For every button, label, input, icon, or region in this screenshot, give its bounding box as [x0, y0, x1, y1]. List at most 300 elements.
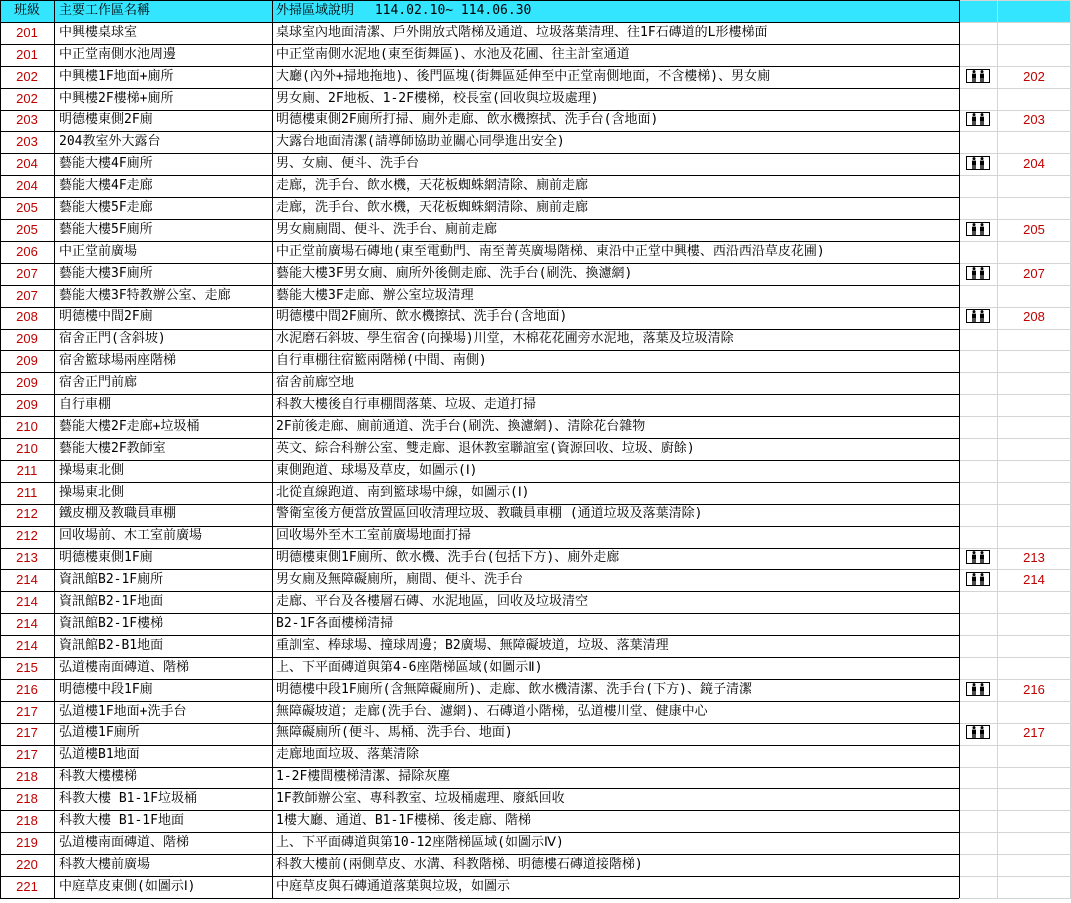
- table-row: [0, 722, 1071, 744]
- restroom-cell: [959, 153, 997, 175]
- restroom-class-number: [997, 503, 1071, 525]
- class-number: 210: [16, 418, 38, 434]
- sheet-gridline: [997, 0, 998, 898]
- work-area-name: 科教大樓樓梯: [59, 769, 138, 785]
- table-row: [0, 744, 1071, 766]
- work-area-name: 回收場前、木工室前廣場: [59, 528, 203, 544]
- restroom-class-number: 205: [1023, 221, 1045, 237]
- area-description: 回收場外至木工室前廣場地面打掃: [276, 528, 472, 544]
- area-description: 科教大樓後自行車棚間落葉、垃圾、走道打掃: [276, 397, 537, 413]
- table-row: [0, 394, 1071, 416]
- class-number: 214: [16, 615, 38, 631]
- work-area-name: 中興樓1F地面+廁所: [59, 68, 174, 84]
- table-row: [0, 88, 1071, 110]
- grid-line: [0, 482, 959, 483]
- work-area-name: 中興樓2F樓梯+廁所: [59, 90, 174, 106]
- restroom-class-number: [997, 482, 1071, 504]
- sheet-gridline: [959, 613, 1071, 614]
- restroom-class-number: [997, 460, 1071, 482]
- restroom-cell: [959, 876, 997, 898]
- class-number: 220: [16, 856, 38, 872]
- work-area-name: 資訊館B2-1F廁所: [59, 572, 164, 588]
- table-row: [0, 525, 1071, 547]
- class-number: 217: [16, 725, 38, 741]
- grid-line: [0, 854, 959, 855]
- sheet-gridline: [959, 197, 1071, 198]
- work-area-name: 藝能大樓3F廁所: [59, 265, 153, 281]
- header-description: 外掃區域說明 114.02.10~ 114.06.30: [276, 3, 532, 18]
- class-number: 204: [16, 156, 38, 172]
- restroom-class-number: [997, 88, 1071, 110]
- area-description: 重訓室、棒球場、撞球周邊；B2廣場、無障礙坡道，垃圾、落葉清理: [276, 637, 669, 653]
- table-row: [0, 876, 1071, 898]
- grid-line: [0, 372, 959, 373]
- area-description: 警衛室後方便當放置區回收清理垃圾、教職員車棚 (通道垃圾及落葉清除): [276, 506, 703, 522]
- grid-line: [0, 569, 959, 570]
- class-number: 208: [16, 309, 38, 325]
- grid-line: [54, 0, 55, 898]
- grid-line: [0, 876, 959, 877]
- grid-line: [0, 767, 959, 768]
- sheet-gridline: [959, 898, 1071, 899]
- work-area-name: 宿舍正門前廊: [59, 375, 138, 391]
- grid-line: [0, 438, 959, 439]
- sheet-gridline: [959, 110, 1071, 111]
- table-row: [0, 219, 1071, 241]
- restroom-cell: [959, 88, 997, 110]
- restroom-class-number: [997, 416, 1071, 438]
- table-row: [0, 854, 1071, 876]
- restroom-cell: [959, 591, 997, 613]
- restroom-class-number: [997, 613, 1071, 635]
- work-area-name: 明德樓中段1F廁: [59, 681, 153, 697]
- restroom-icon: [966, 222, 990, 236]
- table-row: [0, 569, 1071, 591]
- grid-line: [0, 153, 959, 154]
- sheet-gridline: [959, 88, 1071, 89]
- restroom-cell: [959, 854, 997, 876]
- restroom-class-number: [997, 22, 1071, 44]
- sheet-gridline: [959, 701, 1071, 702]
- sheet-gridline: [959, 810, 1071, 811]
- restroom-class-number: 216: [1023, 681, 1045, 697]
- area-description: 走廊地面垃圾、落葉清除: [276, 747, 420, 763]
- grid-line: [0, 88, 959, 89]
- restroom-cell: [959, 569, 997, 591]
- work-area-name: 自行車棚: [59, 397, 112, 413]
- restroom-class-number: [997, 591, 1071, 613]
- restroom-icon: [966, 682, 990, 696]
- sheet-gridline: [959, 350, 1071, 351]
- restroom-cell: [959, 350, 997, 372]
- grid-line: [0, 898, 959, 899]
- sheet-gridline: [959, 482, 1071, 483]
- restroom-cell: [959, 416, 997, 438]
- table-row: [0, 591, 1071, 613]
- class-number: 203: [16, 134, 38, 150]
- restroom-icon: [966, 309, 990, 323]
- sheet-gridline: [959, 219, 1071, 220]
- area-description: 東側跑道、球場及草皮，如圖示(Ⅰ): [276, 462, 478, 478]
- grid-line: [0, 526, 959, 527]
- sheet-gridline: [959, 372, 1071, 373]
- class-number: 207: [16, 287, 38, 303]
- sheet-gridline: [959, 0, 1071, 1]
- restroom-icon: [966, 572, 990, 586]
- table-row: [0, 810, 1071, 832]
- work-area-name: 藝能大樓5F廁所: [59, 221, 153, 237]
- table-row: [0, 635, 1071, 657]
- table-row: [0, 66, 1071, 88]
- sheet-gridline: [959, 526, 1071, 527]
- restroom-class-number: 217: [1023, 725, 1045, 741]
- table-row: [0, 22, 1071, 44]
- class-number: 201: [16, 24, 38, 40]
- sheet-gridline: [959, 285, 1071, 286]
- restroom-cell: [959, 328, 997, 350]
- table-row: [0, 547, 1071, 569]
- work-area-name: 科教大樓 B1-1F垃圾桶: [59, 791, 197, 807]
- restroom-class-number: [997, 876, 1071, 898]
- table-row: [0, 679, 1071, 701]
- class-number: 201: [16, 46, 38, 62]
- restroom-class-number: [997, 175, 1071, 197]
- restroom-cell: [959, 306, 997, 328]
- table-row: [0, 241, 1071, 263]
- restroom-class-number: [997, 788, 1071, 810]
- restroom-cell: [959, 438, 997, 460]
- grid-line: [0, 810, 959, 811]
- class-number: 212: [16, 506, 38, 522]
- restroom-class-number: [997, 285, 1071, 307]
- restroom-cell: [959, 613, 997, 635]
- grid-line: [0, 175, 959, 176]
- work-area-name: 弘道樓1F地面+洗手台: [59, 703, 187, 719]
- area-description: 大廳(內外+掃地拖地)、後門區塊(街舞區延伸至中正堂南側地面，不含樓梯)、男女廁: [276, 68, 771, 84]
- work-area-name: 資訊館B2-B1地面: [59, 637, 164, 653]
- restroom-class-number: [997, 744, 1071, 766]
- restroom-icon: [966, 112, 990, 126]
- grid-line: [0, 723, 959, 724]
- work-area-name: 弘道樓南面磚道、階梯: [59, 834, 190, 850]
- area-description: 英文、綜合科辦公室、雙走廊、退休教室聯誼室(資源回收、垃圾、廚餘): [276, 440, 695, 456]
- grid-line: [0, 241, 959, 242]
- class-number: 209: [16, 397, 38, 413]
- restroom-cell: [959, 657, 997, 679]
- restroom-class-number: [997, 350, 1071, 372]
- restroom-class-number: [997, 394, 1071, 416]
- restroom-cell: [959, 810, 997, 832]
- sheet-gridline: [959, 131, 1071, 132]
- grid-line: [0, 613, 959, 614]
- table-row: [0, 131, 1071, 153]
- work-area-name: 藝能大樓4F走廊: [59, 178, 153, 194]
- grid-line: [0, 0, 959, 1]
- area-description: 明德樓中間2F廁所、飲水機擦拭、洗手台(含地面): [276, 309, 568, 325]
- grid-line: [0, 548, 959, 549]
- class-number: 219: [16, 834, 38, 850]
- restroom-class-number: [997, 328, 1071, 350]
- restroom-class-number: [997, 131, 1071, 153]
- work-area-name: 中正堂南側水池周邊: [59, 46, 177, 62]
- work-area-name: 弘道樓B1地面: [59, 747, 140, 763]
- sheet-gridline: [959, 44, 1071, 45]
- grid-line: [0, 745, 959, 746]
- restroom-cell: [959, 701, 997, 723]
- sheet-gridline: [959, 438, 1071, 439]
- class-number: 215: [16, 659, 38, 675]
- restroom-cell: [959, 547, 997, 569]
- area-description: 宿舍前廊空地: [276, 375, 355, 391]
- area-description: B2-1F各面樓梯清掃: [276, 615, 394, 631]
- work-area-name: 資訊館B2-1F樓梯: [59, 615, 164, 631]
- restroom-cell: [959, 503, 997, 525]
- work-area-name: 鐵皮棚及教職員車棚: [59, 506, 177, 522]
- table-row: [0, 701, 1071, 723]
- grid-line: [0, 394, 959, 395]
- restroom-class-number: 213: [1023, 550, 1045, 566]
- work-area-name: 科教大樓前廣場: [59, 856, 151, 872]
- restroom-class-number: 204: [1023, 156, 1045, 172]
- class-number: 202: [16, 90, 38, 106]
- restroom-class-number: 202: [1023, 68, 1045, 84]
- grid-line: [0, 219, 959, 220]
- restroom-class-number: [997, 525, 1071, 547]
- header-area: 主要工作區名稱: [59, 3, 151, 18]
- work-area-name: 中正堂前廣場: [59, 243, 138, 259]
- restroom-class-number: [997, 44, 1071, 66]
- restroom-cell: [959, 285, 997, 307]
- work-area-name: 明德樓東側1F廁: [59, 550, 153, 566]
- work-area-name: 204教室外大露台: [59, 134, 161, 150]
- area-description: 中正堂南側水泥地(東至街舞區)、水池及花圃、往主計室通道: [276, 46, 630, 62]
- work-area-name: 中庭草皮東側(如圖示Ⅰ): [59, 878, 196, 894]
- sheet-gridline: [959, 394, 1071, 395]
- area-description: 走廊，洗手台、飲水機，天花板蜘蛛網清除、廁前走廊: [276, 200, 589, 216]
- restroom-cell: [959, 525, 997, 547]
- restroom-class-number: 208: [1023, 309, 1045, 325]
- sheet-gridline: [959, 175, 1071, 176]
- class-number: 218: [16, 791, 38, 807]
- class-number: 218: [16, 812, 38, 828]
- table-row: [0, 416, 1071, 438]
- restroom-cell: [959, 131, 997, 153]
- area-description: 1-2F樓間樓梯清潔、掃除灰塵: [276, 769, 451, 785]
- restroom-class-number: [997, 372, 1071, 394]
- area-description: 走廊、平台及各樓層石磚、水泥地區，回收及垃圾清空: [276, 594, 589, 610]
- grid-line: [0, 504, 959, 505]
- restroom-cell: [959, 482, 997, 504]
- grid-line: [0, 197, 959, 198]
- work-area-name: 藝能大樓5F走廊: [59, 200, 153, 216]
- sheet-gridline: [959, 876, 1071, 877]
- restroom-class-number: [997, 657, 1071, 679]
- grid-line: [0, 285, 959, 286]
- class-number: 203: [16, 112, 38, 128]
- area-description: 明德樓東側2F廁所打掃、廁外走廊、飲水機擦拭、洗手台(含地面): [276, 112, 659, 128]
- sheet-gridline: [959, 241, 1071, 242]
- grid-line: [0, 329, 959, 330]
- area-description: 1樓大廳、通道、B1-1F樓梯、後走廊、階梯: [276, 812, 531, 828]
- table-row: [0, 503, 1071, 525]
- grid-line: [0, 635, 959, 636]
- restroom-icon: [966, 156, 990, 170]
- grid-line: [0, 263, 959, 264]
- table-row: [0, 285, 1071, 307]
- class-number: 205: [16, 221, 38, 237]
- class-number: 204: [16, 178, 38, 194]
- restroom-cell: [959, 22, 997, 44]
- class-number: 214: [16, 572, 38, 588]
- sheet-gridline: [959, 329, 1071, 330]
- area-description: 走廊，洗手台、飲水機，天花板蜘蛛網清除、廁前走廊: [276, 178, 589, 194]
- class-number: 217: [16, 747, 38, 763]
- area-description: 藝能大樓3F男女廁、廁所外後側走廊、洗手台(刷洗、換濾網): [276, 265, 633, 281]
- restroom-cell: [959, 635, 997, 657]
- table-row: [0, 788, 1071, 810]
- sheet-gridline: [959, 635, 1071, 636]
- area-description: 北從直線跑道、南到籃球場中線，如圖示(Ⅰ): [276, 484, 530, 500]
- restroom-cell: [959, 460, 997, 482]
- restroom-cell: [959, 219, 997, 241]
- work-area-name: 科教大樓 B1-1F地面: [59, 812, 184, 828]
- area-description: 1F教師辦公室、專科教室、垃圾桶處理、廢紙回收: [276, 791, 565, 807]
- sheet-gridline: [959, 460, 1071, 461]
- restroom-cell: [959, 394, 997, 416]
- restroom-icon: [966, 266, 990, 280]
- restroom-cell: [959, 44, 997, 66]
- area-description: 大露台地面清潔(請導師協助並關心同學進出安全): [276, 134, 565, 150]
- sheet-gridline: [959, 153, 1071, 154]
- restroom-class-number: [997, 832, 1071, 854]
- area-description: 無障礙廁所(便斗、馬桶、洗手台、地面): [276, 725, 513, 741]
- table-row: [0, 109, 1071, 131]
- class-number: 209: [16, 331, 38, 347]
- restroom-class-number: [997, 854, 1071, 876]
- sheet-gridline: [959, 263, 1071, 264]
- table-row: [0, 766, 1071, 788]
- sheet-gridline: [959, 548, 1071, 549]
- class-number: 211: [16, 484, 38, 500]
- table-row: [0, 613, 1071, 635]
- grid-line: [272, 0, 273, 898]
- table-row: [0, 350, 1071, 372]
- table-row: [0, 657, 1071, 679]
- area-description: 自行車棚往宿籃兩階梯(中間、南側): [276, 353, 487, 369]
- grid-line: [0, 22, 959, 23]
- restroom-cell: [959, 766, 997, 788]
- restroom-cell: [959, 263, 997, 285]
- area-description: 桌球室內地面清潔、戶外開放式階梯及通道、垃圾落葉清理、往1F石磚道的L形樓梯面: [276, 24, 768, 40]
- class-number: 217: [16, 703, 38, 719]
- class-number: 209: [16, 375, 38, 391]
- restroom-cell: [959, 197, 997, 219]
- restroom-class-number: 207: [1023, 265, 1045, 281]
- restroom-icon: [966, 725, 990, 739]
- grid-line: [0, 416, 959, 417]
- work-area-name: 弘道樓南面磚道、階梯: [59, 659, 190, 675]
- restroom-class-number: [997, 241, 1071, 263]
- class-number: 210: [16, 440, 38, 456]
- sheet-gridline: [959, 854, 1071, 855]
- table-row: [0, 328, 1071, 350]
- sheet-gridline: [959, 504, 1071, 505]
- restroom-cell: [959, 66, 997, 88]
- area-description: 男女廁廁間、便斗、洗手台、廁前走廊: [276, 221, 498, 237]
- class-number: 205: [16, 200, 38, 216]
- area-description: 中庭草皮與石磚通道落葉與垃圾，如圖示: [276, 878, 511, 894]
- restroom-cell: [959, 722, 997, 744]
- area-description: 科教大樓前(兩側草皮、水溝、科教階梯、明德樓石磚道接階梯): [276, 856, 643, 872]
- grid-line: [0, 110, 959, 111]
- sheet-gridline: [959, 657, 1071, 658]
- sheet-gridline: [959, 788, 1071, 789]
- table-row: [0, 482, 1071, 504]
- grid-line: [0, 591, 959, 592]
- grid-line: [0, 350, 959, 351]
- sheet-gridline: [959, 307, 1071, 308]
- table-row: [0, 372, 1071, 394]
- table-row: [0, 44, 1071, 66]
- class-number: 214: [16, 637, 38, 653]
- table-row: [0, 153, 1071, 175]
- restroom-class-number: 203: [1023, 112, 1045, 128]
- area-description: 上、下平面磚道與第10-12座階梯區域(如圖示Ⅳ): [276, 834, 564, 850]
- restroom-class-number: [997, 197, 1071, 219]
- work-area-name: 弘道樓1F廁所: [59, 725, 140, 741]
- class-number: 216: [16, 681, 38, 697]
- grid-line: [959, 0, 960, 898]
- class-number: 212: [16, 528, 38, 544]
- area-description: 水泥磨石斜坡、學生宿舍(向操場)川堂，木棉花花圃旁水泥地，落葉及垃圾清除: [276, 331, 734, 347]
- grid-line: [0, 460, 959, 461]
- restroom-cell: [959, 788, 997, 810]
- area-description: 中正堂前廣場石磚地(東至電動門、南至菁英廣場階梯、東沿中正堂中興樓、西沿西沿草皮花圃): [276, 243, 825, 259]
- area-description: 上、下平面磚道與第4-6座階梯區域(如圖示Ⅱ): [276, 659, 543, 675]
- restroom-cell: [959, 832, 997, 854]
- work-area-name: 宿舍籃球場兩座階梯: [59, 353, 177, 369]
- restroom-class-number: [997, 766, 1071, 788]
- work-area-name: 宿舍正門(含斜坡): [59, 331, 166, 347]
- grid-line: [0, 307, 959, 308]
- restroom-icon: [966, 69, 990, 83]
- area-description: 男、女廁、便斗、洗手台: [276, 156, 420, 172]
- class-number: 207: [16, 265, 38, 281]
- grid-line: [0, 701, 959, 702]
- work-area-name: 資訊館B2-1F地面: [59, 594, 164, 610]
- grid-line: [0, 679, 959, 680]
- restroom-cell: [959, 679, 997, 701]
- restroom-icon: [966, 550, 990, 564]
- sheet-gridline: [959, 679, 1071, 680]
- sheet-gridline: [959, 22, 1071, 23]
- restroom-class-number: [997, 635, 1071, 657]
- class-number: 221: [16, 878, 38, 894]
- sheet-gridline: [959, 745, 1071, 746]
- work-area-name: 藝能大樓2F教師室: [59, 440, 166, 456]
- class-number: 209: [16, 353, 38, 369]
- table-row: [0, 306, 1071, 328]
- grid-line: [0, 44, 959, 45]
- class-number: 206: [16, 243, 38, 259]
- work-area-name: 操場東北側: [59, 462, 125, 478]
- work-area-name: 中興樓桌球室: [59, 24, 138, 40]
- class-number: 214: [16, 594, 38, 610]
- restroom-cell: [959, 744, 997, 766]
- table-row: [0, 460, 1071, 482]
- sheet-gridline: [959, 723, 1071, 724]
- table-row: [0, 438, 1071, 460]
